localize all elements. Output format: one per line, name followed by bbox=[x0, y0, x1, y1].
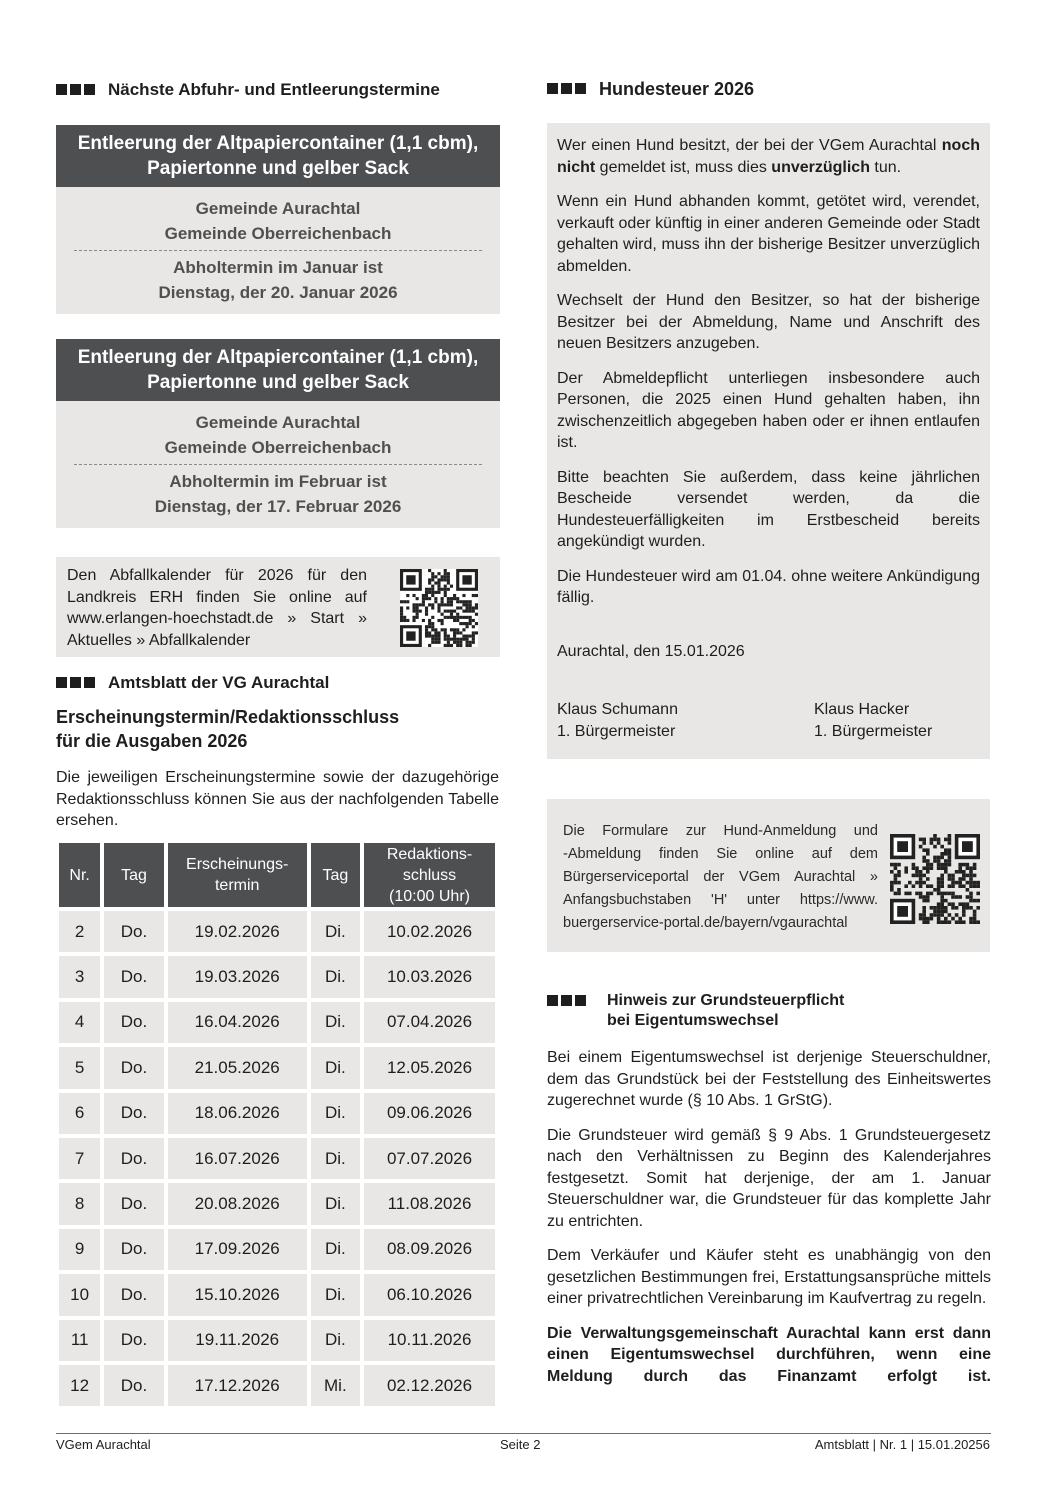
termin-card-body bbox=[56, 187, 500, 314]
gemeinde-label: Gemeinde Oberreichenbach bbox=[164, 224, 392, 243]
section-heading-abfuhr bbox=[56, 80, 440, 100]
termin-label: Abholtermin im Februar ist bbox=[169, 472, 387, 491]
table-cell: 10.11.2026 bbox=[364, 1320, 495, 1361]
section-heading-hundesteuer bbox=[547, 79, 754, 100]
table-row bbox=[59, 1229, 495, 1270]
termin-card-januar bbox=[56, 125, 500, 314]
table-row bbox=[59, 1365, 495, 1406]
table-cell: Di. bbox=[311, 1002, 360, 1043]
grundsteuer-body bbox=[547, 1047, 991, 1387]
section-marker-icon bbox=[547, 83, 589, 94]
table-row bbox=[59, 1047, 495, 1088]
formulare-note bbox=[547, 799, 990, 952]
table-cell: Do. bbox=[104, 911, 163, 952]
col-header-nr: Nr. bbox=[59, 843, 100, 907]
table-cell: 07.04.2026 bbox=[364, 1002, 495, 1043]
col-header-tag2: Tag bbox=[311, 843, 360, 907]
section-marker-icon bbox=[547, 995, 589, 1031]
table-cell: 9 bbox=[59, 1229, 100, 1270]
footer-divider bbox=[56, 1433, 991, 1434]
table-row bbox=[59, 1093, 495, 1134]
table-cell: 5 bbox=[59, 1047, 100, 1088]
header-line: Papiertonne und gelber Sack bbox=[147, 158, 409, 179]
note-line: buergerservice-portal.de/bayern/vgaurachtal bbox=[563, 915, 848, 931]
subtitle-line: Erscheinungstermin/Redaktionsschluss bbox=[56, 707, 400, 727]
table-cell: 17.09.2026 bbox=[168, 1229, 307, 1270]
table-cell: 07.07.2026 bbox=[364, 1138, 495, 1179]
section-heading-grundsteuer bbox=[547, 991, 844, 1031]
gemeinde-label: Gemeinde Oberreichenbach bbox=[164, 438, 392, 457]
table-cell: Do. bbox=[104, 956, 163, 997]
table-cell: 15.10.2026 bbox=[168, 1274, 307, 1315]
hundesteuer-p1: Wer einen Hund besitzt, der bei der VGem Aurachtal noch nicht gemeldet ist, muss dies unverzüglich tun. bbox=[557, 137, 980, 176]
table-cell: Do. bbox=[104, 1002, 163, 1043]
termin-date: Dienstag, der 17. Februar 2026 bbox=[154, 497, 402, 516]
table-row bbox=[59, 1320, 495, 1361]
table-cell: 20.08.2026 bbox=[168, 1183, 307, 1224]
table-cell: 10.03.2026 bbox=[364, 956, 495, 997]
table-cell: 10 bbox=[59, 1274, 100, 1315]
table-cell: 06.10.2026 bbox=[364, 1274, 495, 1315]
signer-name: Klaus Hacker bbox=[814, 701, 910, 718]
section-title: Nächste Abfuhr- und Entleerungstermine bbox=[108, 80, 440, 99]
table-cell: 19.03.2026 bbox=[168, 956, 307, 997]
table-cell: 8 bbox=[59, 1183, 100, 1224]
table-cell: Mi. bbox=[311, 1365, 360, 1406]
col-header-tag: Tag bbox=[104, 843, 163, 907]
qr-code-icon[interactable] bbox=[890, 834, 980, 924]
table-cell: 12 bbox=[59, 1365, 100, 1406]
section-title: Hinweis zur Grundsteuerpflicht bbox=[607, 992, 845, 1009]
date-line: Aurachtal, den 15.01.2026 bbox=[557, 643, 745, 660]
table-cell: 08.09.2026 bbox=[364, 1229, 495, 1270]
section-heading-amtsblatt bbox=[56, 673, 329, 693]
table-cell: 2 bbox=[59, 911, 100, 952]
table-cell: 17.12.2026 bbox=[168, 1365, 307, 1406]
table-cell: Do. bbox=[104, 1183, 163, 1224]
table-cell: Di. bbox=[311, 1138, 360, 1179]
table-cell: Do. bbox=[104, 1093, 163, 1134]
table-cell: 02.12.2026 bbox=[364, 1365, 495, 1406]
signer-role: 1. Bürgermeister bbox=[814, 722, 933, 740]
table-cell: Di. bbox=[311, 1229, 360, 1270]
hundesteuer-p6: Die Hundesteuer wird am 01.04. ohne weitere Ankündigung fällig. bbox=[557, 567, 980, 606]
termin-label: Abholtermin im Januar ist bbox=[173, 258, 383, 277]
qr-code-graphic bbox=[890, 834, 980, 924]
table-cell: 16.04.2026 bbox=[168, 1002, 307, 1043]
table-cell: 11 bbox=[59, 1320, 100, 1361]
section-title: Amtsblatt der VG Aurachtal bbox=[108, 673, 330, 692]
table-cell: Di. bbox=[311, 1183, 360, 1224]
table-cell: 11.08.2026 bbox=[364, 1183, 495, 1224]
section-marker-icon bbox=[56, 677, 98, 688]
note-line: -Abmeldung finden Sie online auf dem bbox=[563, 846, 878, 862]
table-row bbox=[59, 1183, 495, 1224]
table-header-row bbox=[59, 843, 495, 907]
footer-right: Amtsblatt | Nr. 1 | 15.01.20256 bbox=[814, 1437, 990, 1452]
header-line: Papiertonne und gelber Sack bbox=[147, 372, 409, 393]
note-line: Die Formulare zur Hund-Anmeldung und bbox=[563, 823, 878, 839]
note-line: Bürgerserviceportal der VGem Aurachtal » bbox=[563, 869, 878, 885]
table-cell: Di. bbox=[311, 1047, 360, 1088]
grundsteuer-p3: Dem Verkäufer und Käufer steht es unabhängig von den gesetzlichen Bestimmungen frei, Erstattungsansprüche mittels einer privatrechtlichen Vereinbarung im Kaufvertrag zu regeln. bbox=[547, 1247, 991, 1307]
table-cell: Do. bbox=[104, 1274, 163, 1315]
footer-left: VGem Aurachtal bbox=[56, 1437, 151, 1452]
table-cell: 6 bbox=[59, 1093, 100, 1134]
qr-code-graphic bbox=[400, 569, 478, 647]
table-cell: 10.02.2026 bbox=[364, 911, 495, 952]
table-cell: 18.06.2026 bbox=[168, 1093, 307, 1134]
table-cell: 12.05.2026 bbox=[364, 1047, 495, 1088]
table-cell: Di. bbox=[311, 956, 360, 997]
termin-card-februar bbox=[56, 339, 500, 528]
section-title: Hundesteuer 2026 bbox=[599, 79, 755, 99]
table-cell: Di. bbox=[311, 911, 360, 952]
amtsblatt-subtitle bbox=[56, 705, 399, 753]
table-cell: 7 bbox=[59, 1138, 100, 1179]
col-header-redaktionsschluss: Redaktions- schluss (10:00 Uhr) bbox=[364, 843, 495, 907]
table-cell: 19.02.2026 bbox=[168, 911, 307, 952]
signer-role: 1. Bürgermeister bbox=[557, 722, 676, 740]
termin-date: Dienstag, der 20. Januar 2026 bbox=[158, 283, 398, 302]
termin-card-header bbox=[56, 125, 500, 187]
table-cell: Do. bbox=[104, 1229, 163, 1270]
hundesteuer-p3: Wechselt der Hund den Besitzer, so hat der bisherige Besitzer bei der Abmeldung, Name und Anschrift des neuen Besitzers anzugeben. bbox=[557, 292, 980, 352]
table-cell: 3 bbox=[59, 956, 100, 997]
abfallkalender-note bbox=[56, 557, 500, 657]
gemeinde-label: Gemeinde Aurachtal bbox=[195, 199, 361, 218]
table-cell: Di. bbox=[311, 1320, 360, 1361]
hundesteuer-box bbox=[547, 123, 990, 759]
note-line: Anfangsbuchstaben 'H' unter https://www. bbox=[563, 892, 878, 908]
header-line: Entleerung der Altpapiercontainer (1,1 cbm), bbox=[77, 133, 479, 154]
table-cell: Di. bbox=[311, 1093, 360, 1134]
table-cell: Do. bbox=[104, 1320, 163, 1361]
termin-card-body bbox=[56, 401, 500, 528]
table-row bbox=[59, 1274, 495, 1315]
grundsteuer-p2: Die Grundsteuer wird gemäß § 9 Abs. 1 Grundsteuergesetz nach den Verhältnissen zu Beginn des Kalenderjahres festgesetzt. Somit hat derjenige, der am 1. Januar Steuerschuldner war, die Grundsteuer für das komplette Jahr zu entrichten. bbox=[547, 1126, 991, 1230]
grundsteuer-p4: Die Verwaltungsgemeinschaft Aurachtal kann erst dann einen Eigentumswechsel durchführen, wenn eine Meldung durch das Finanzamt erfolgt ist. bbox=[547, 1324, 991, 1385]
termin-card-header bbox=[56, 339, 500, 401]
signer-name: Klaus Schumann bbox=[557, 701, 678, 718]
hundesteuer-p4: Der Abmeldepflicht unterliegen insbesondere auch Personen, die 2025 einen Hund gehalten haben, ihn zwischenzeitlich abgegeben haben oder er ihnen entlaufen ist. bbox=[557, 369, 980, 451]
signer-1 bbox=[557, 699, 678, 742]
table-row bbox=[59, 1138, 495, 1179]
table-cell: Di. bbox=[311, 1274, 360, 1315]
qr-code-icon[interactable] bbox=[400, 569, 478, 647]
table-cell: Do. bbox=[104, 1047, 163, 1088]
col-header-erscheinungstermin: Erscheinungs- termin bbox=[168, 843, 307, 907]
hundesteuer-p2: Wenn ein Hund abhanden kommt, getötet wird, verendet, verkauft oder künftig in einer anderen Gemeinde oder Stadt gehalten wird, muss ihn der bisherige Besitzer unverzüglich abmelden. bbox=[557, 193, 980, 275]
table-row bbox=[59, 911, 495, 952]
dashed-divider bbox=[74, 464, 482, 465]
table-row bbox=[59, 1002, 495, 1043]
header-line: Entleerung der Altpapiercontainer (1,1 cbm), bbox=[77, 347, 479, 368]
table-cell: 09.06.2026 bbox=[364, 1093, 495, 1134]
table-cell: 4 bbox=[59, 1002, 100, 1043]
amtsblatt-intro: Die jeweiligen Erscheinungstermine sowie der dazugehörige Redaktionsschluss können Sie aus der nachfolgenden Tabelle ersehen. bbox=[56, 769, 499, 829]
table-row bbox=[59, 956, 495, 997]
erscheinungs-table bbox=[55, 839, 499, 1410]
table-cell: Do. bbox=[104, 1365, 163, 1406]
footer-page-number: Seite 2 bbox=[500, 1437, 541, 1452]
section-marker-icon bbox=[56, 84, 98, 95]
table-cell: Do. bbox=[104, 1138, 163, 1179]
table-cell: 16.07.2026 bbox=[168, 1138, 307, 1179]
signer-2 bbox=[814, 699, 932, 742]
subtitle-line: für die Ausgaben 2026 bbox=[56, 731, 248, 751]
abfallkalender-text: Den Abfallkalender für 2026 für den Landkreis ERH finden Sie online auf www.erlangen-hoechstadt.de » Start » Aktuelles » Abfallkalender bbox=[67, 567, 367, 649]
section-title: bei Eigentumswechsel bbox=[607, 1012, 779, 1029]
table-cell: 21.05.2026 bbox=[168, 1047, 307, 1088]
dashed-divider bbox=[74, 250, 482, 251]
hundesteuer-p5: Bitte beachten Sie außerdem, dass keine jährlichen Bescheide versendet werden, da die Hundesteuerfälligkeiten im Erstbescheid bereits angekündigt wurden. bbox=[557, 468, 980, 550]
gemeinde-label: Gemeinde Aurachtal bbox=[195, 413, 361, 432]
table-cell: 19.11.2026 bbox=[168, 1320, 307, 1361]
grundsteuer-p1: Bei einem Eigentumswechsel ist derjenige Steuerschuldner, dem das Grundstück bei der Feststellung des Einheitswertes zugerechnet wurde (§ 10 Abs. 1 GrStG). bbox=[547, 1049, 991, 1109]
